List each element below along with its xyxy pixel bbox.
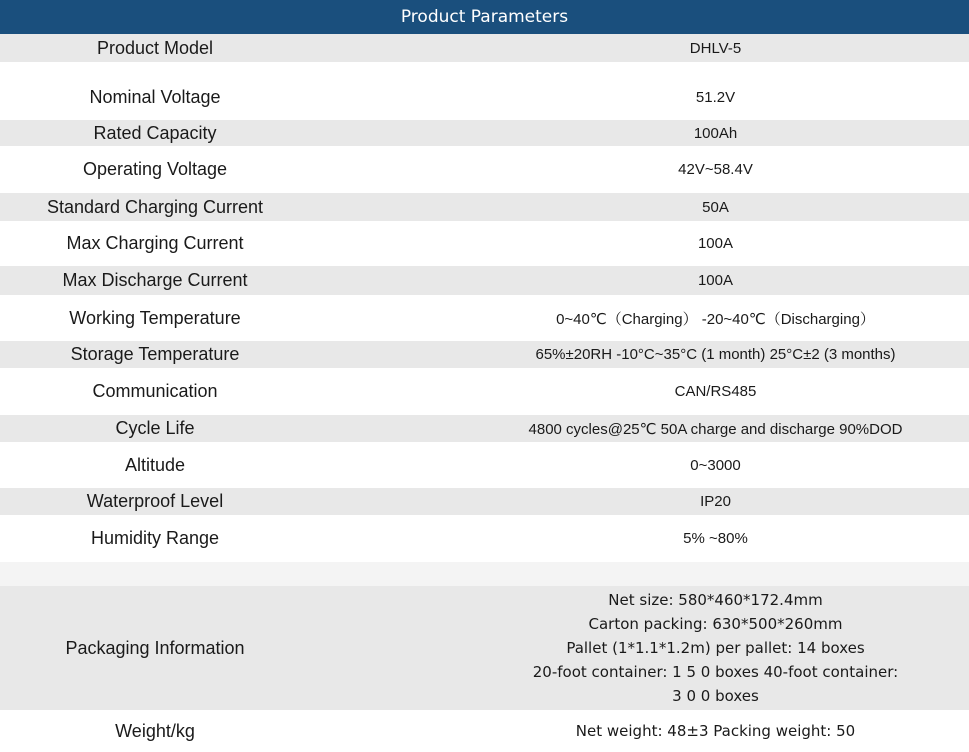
table-row-humidity-range (0, 515, 969, 562)
packaging-line: 20-foot container: 1 5 0 boxes 40-foot container: (532, 663, 899, 681)
row-value: 4800 cycles@25℃ 50A charge and discharge 90%DOD (528, 420, 903, 438)
row-label: Weight/kg (115, 720, 195, 741)
packaging-line: Carton packing: 630*500*260mm (588, 615, 843, 633)
row-label: Nominal Voltage (89, 86, 221, 107)
row-label: Altitude (124, 454, 186, 475)
table-row-communication (0, 368, 969, 415)
table-row-packaging-information (0, 586, 969, 710)
row-label: Cycle Life (115, 418, 195, 438)
row-value: DHLV-5 (689, 39, 742, 57)
table-row-nominal-voltage (0, 74, 969, 120)
packaging-line: Net size: 580*460*172.4mm (608, 591, 823, 609)
row-value: 50A (702, 198, 729, 216)
row-value: 5% ~80% (683, 530, 748, 547)
table-row-cycle-life (0, 415, 969, 442)
row-value: 65%±20RH -10°C~35°C (1 month) 25°C±2 (3 months) (535, 346, 896, 363)
table-row-operating-voltage (0, 146, 969, 193)
row-value: 0~3000 (690, 456, 741, 474)
row-value: 0~40℃（Charging） -20~40℃（Discharging） (556, 310, 875, 328)
row-value: CAN/RS485 (674, 383, 757, 400)
table-row-working-temperature (0, 295, 969, 341)
row-value: 51.2V (695, 88, 736, 106)
row-label: Waterproof Level (86, 491, 224, 511)
packaging-line: Pallet (1*1.1*1.2m) per pallet: 14 boxes (566, 639, 865, 657)
table-row-max-charging-current (0, 221, 969, 266)
row-label: Rated Capacity (93, 122, 217, 143)
row-value-lines (462, 586, 969, 710)
packaging-line: 3 0 0 boxes (672, 687, 759, 705)
row-value: 100A (697, 272, 734, 289)
table-row-altitude (0, 442, 969, 488)
table-row-rated-capacity (0, 120, 969, 146)
row-value: 42V~58.4V (678, 161, 753, 178)
row-value: 100Ah (693, 124, 738, 142)
row-label: Working Temperature (69, 307, 241, 328)
row-label: Communication (92, 381, 218, 401)
row-value: 100A (697, 235, 734, 252)
row-label: Product Model (96, 37, 214, 58)
row-spacer (0, 562, 969, 586)
row-spacer (0, 62, 969, 74)
table-row-standard-charging-current (0, 193, 969, 221)
table-row-max-discharge-current (0, 266, 969, 295)
row-label: Operating Voltage (82, 159, 228, 179)
table-row-weight (0, 710, 969, 752)
row-value: IP20 (700, 493, 731, 510)
row-label: Humidity Range (90, 528, 220, 548)
table-title: Product Parameters (400, 7, 569, 27)
table-row-waterproof-level (0, 488, 969, 515)
row-value: Net weight: 48±3 Packing weight: 50 (575, 722, 856, 740)
row-label: Storage Temperature (70, 344, 240, 364)
row-label: Max Discharge Current (62, 270, 248, 290)
row-label: Standard Charging Current (46, 196, 264, 217)
table-header (0, 0, 969, 34)
row-label: Max Charging Current (66, 233, 244, 253)
table-row-product-model (0, 34, 969, 62)
row-label: Packaging Information (65, 637, 245, 658)
table-row-storage-temperature (0, 341, 969, 368)
